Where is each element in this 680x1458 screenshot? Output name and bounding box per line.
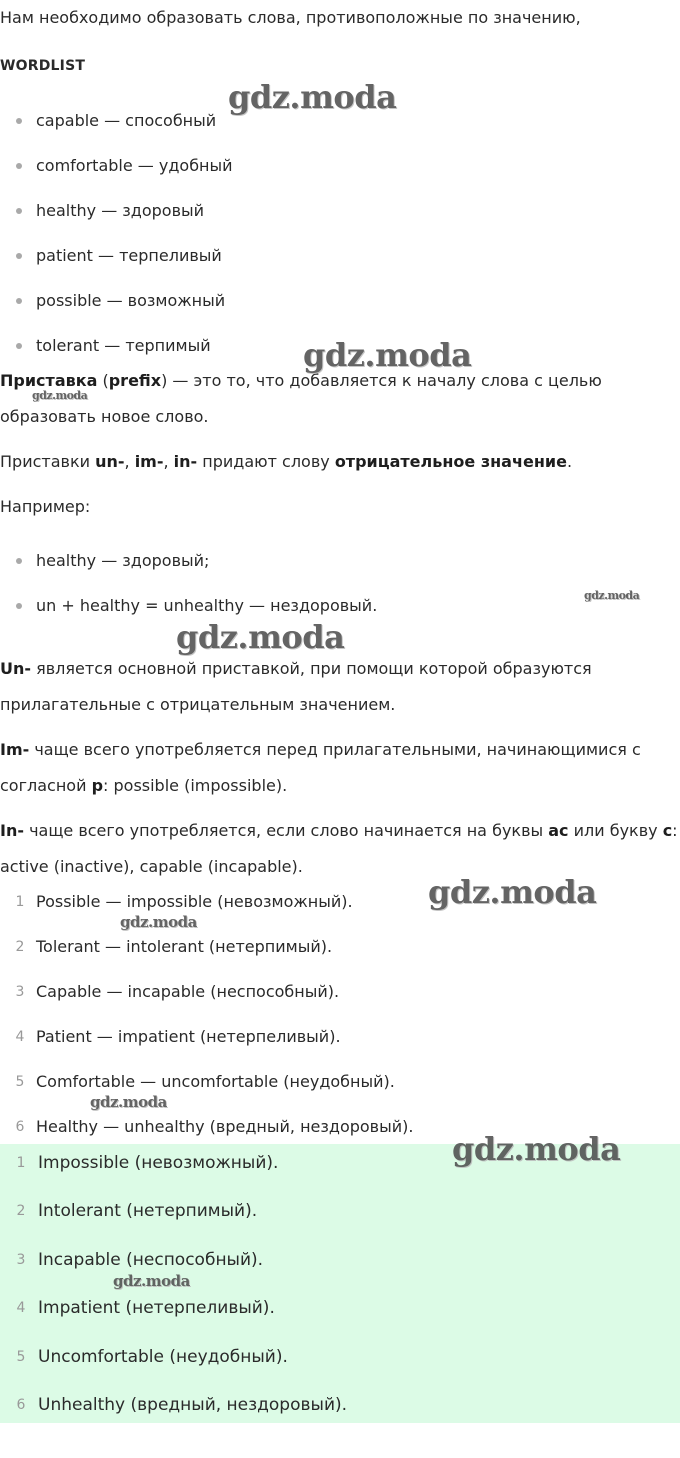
watermark: gdz.moda xyxy=(303,336,472,374)
watermark: gdz.moda xyxy=(90,1093,167,1111)
watermark: gdz.moda xyxy=(452,1130,621,1168)
negative-prefixes: Приставки un-, im-, in- придают слову отрицательное значение. xyxy=(0,452,573,471)
im-rule: Im- чаще всего употребляется перед прилагательными, начинающимися с xyxy=(0,740,641,759)
watermark: gdz.moda xyxy=(120,913,197,931)
watermark: gdz.moda xyxy=(176,618,345,656)
watermark: gdz.moda xyxy=(32,389,88,402)
un-rule: Un- является основной приставкой, при помощи которой образуются xyxy=(0,659,592,678)
wordlist-heading: WORDLIST xyxy=(0,58,86,74)
un-rule-line2: прилагательные с отрицательным значением. xyxy=(0,695,396,714)
in-rule: In- чаще всего употребляется, если слово начинается на буквы ac или букву c: xyxy=(0,821,678,840)
intro-text: Нам необходимо образовать слова, противоположные по значению, xyxy=(0,8,581,27)
im-rule-line2: согласной p: possible (impossible). xyxy=(0,776,288,795)
in-rule-line2: active (inactive), capable (incapable). xyxy=(0,857,303,876)
example-label: Например: xyxy=(0,497,91,516)
watermark: gdz.moda xyxy=(428,873,597,911)
prefix-definition: Приставка (prefix) — это то, что добавляется к началу слова с целью xyxy=(0,371,602,390)
watermark: gdz.moda xyxy=(228,78,397,116)
prefix-definition-line2: образовать новое слово. xyxy=(0,407,209,426)
watermark: gdz.moda xyxy=(113,1272,190,1290)
answer-box: 1 Impossible (невозможный). 2 Intolerant (нетерпимый). 3 Incapable (неспособный). 4 Impatient (нетерпеливый). 5 Uncomfortable (неудобный). 6 Unhealthy (вредный, нездоровый). xyxy=(0,1144,680,1423)
watermark: gdz.moda xyxy=(584,589,640,602)
